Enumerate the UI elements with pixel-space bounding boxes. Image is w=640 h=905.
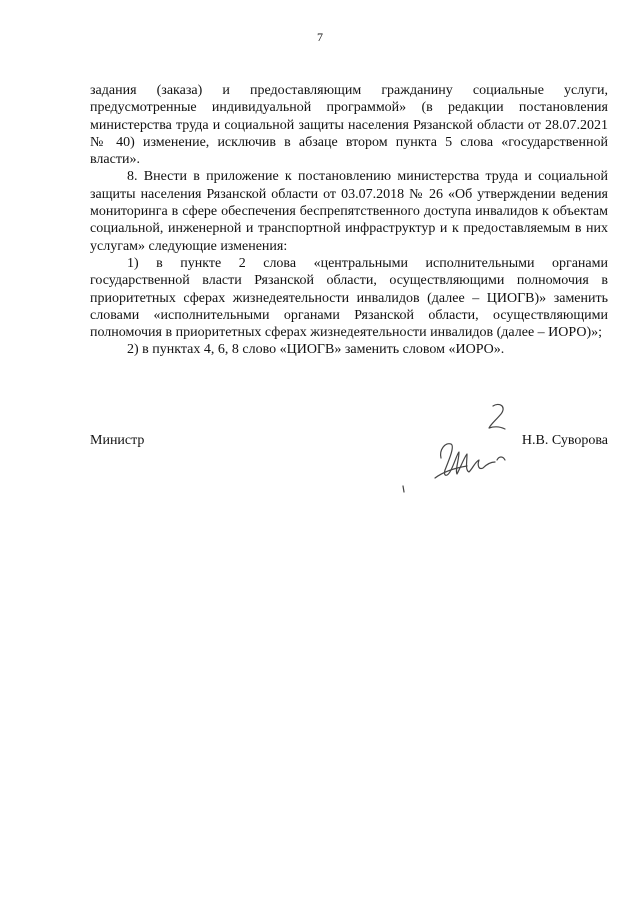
paragraph-continuation: задания (заказа) и предоставляющим гражданину социальные услуги, предусмотренные индивидуальной программой» (в редакции постановления министерства труда и социальной защиты населения Рязанской области от 28.07.2021 № 40) изменение, исключив в абзаце втором пункта 5 слова «государственной власти». [90, 83, 608, 168]
handwritten-signature [395, 398, 515, 498]
document-body [90, 82, 608, 359]
paragraph-item-8: 8. Внести в приложение к постановлению министерства труда и социальной защиты населения Рязанской области от 03.07.2018 № 26 «Об утверждении ведения мониторинга в сфере обеспечения беспрепятственного доступа инвалидов к объектам социальной, инженерной и транспортной инфраструктур и к предоставляемым в них услугам» следующие изменения: [90, 169, 608, 254]
paragraph-subitem-1: 1) в пункте 2 слова «центральными исполнительными органами государственной власти Рязанской области, осуществляющими полномочия в приоритетных сферах жизнедеятельности инвалидов (далее – ЦИОГВ)» заменить словами «исполнительными органами Рязанской области, осуществляющими полномочия в приоритетных сферах жизнедеятельности инвалидов (далее – ИОРО)»; [90, 255, 608, 341]
signer-title: Министр [90, 433, 145, 448]
paragraph-subitem-2: 2) в пунктах 4, 6, 8 слово «ЦИОГВ» заменить словом «ИОРО». [127, 342, 505, 358]
signer-name: Н.В. Суворова [521, 433, 608, 448]
page-number: 7 [317, 30, 323, 44]
